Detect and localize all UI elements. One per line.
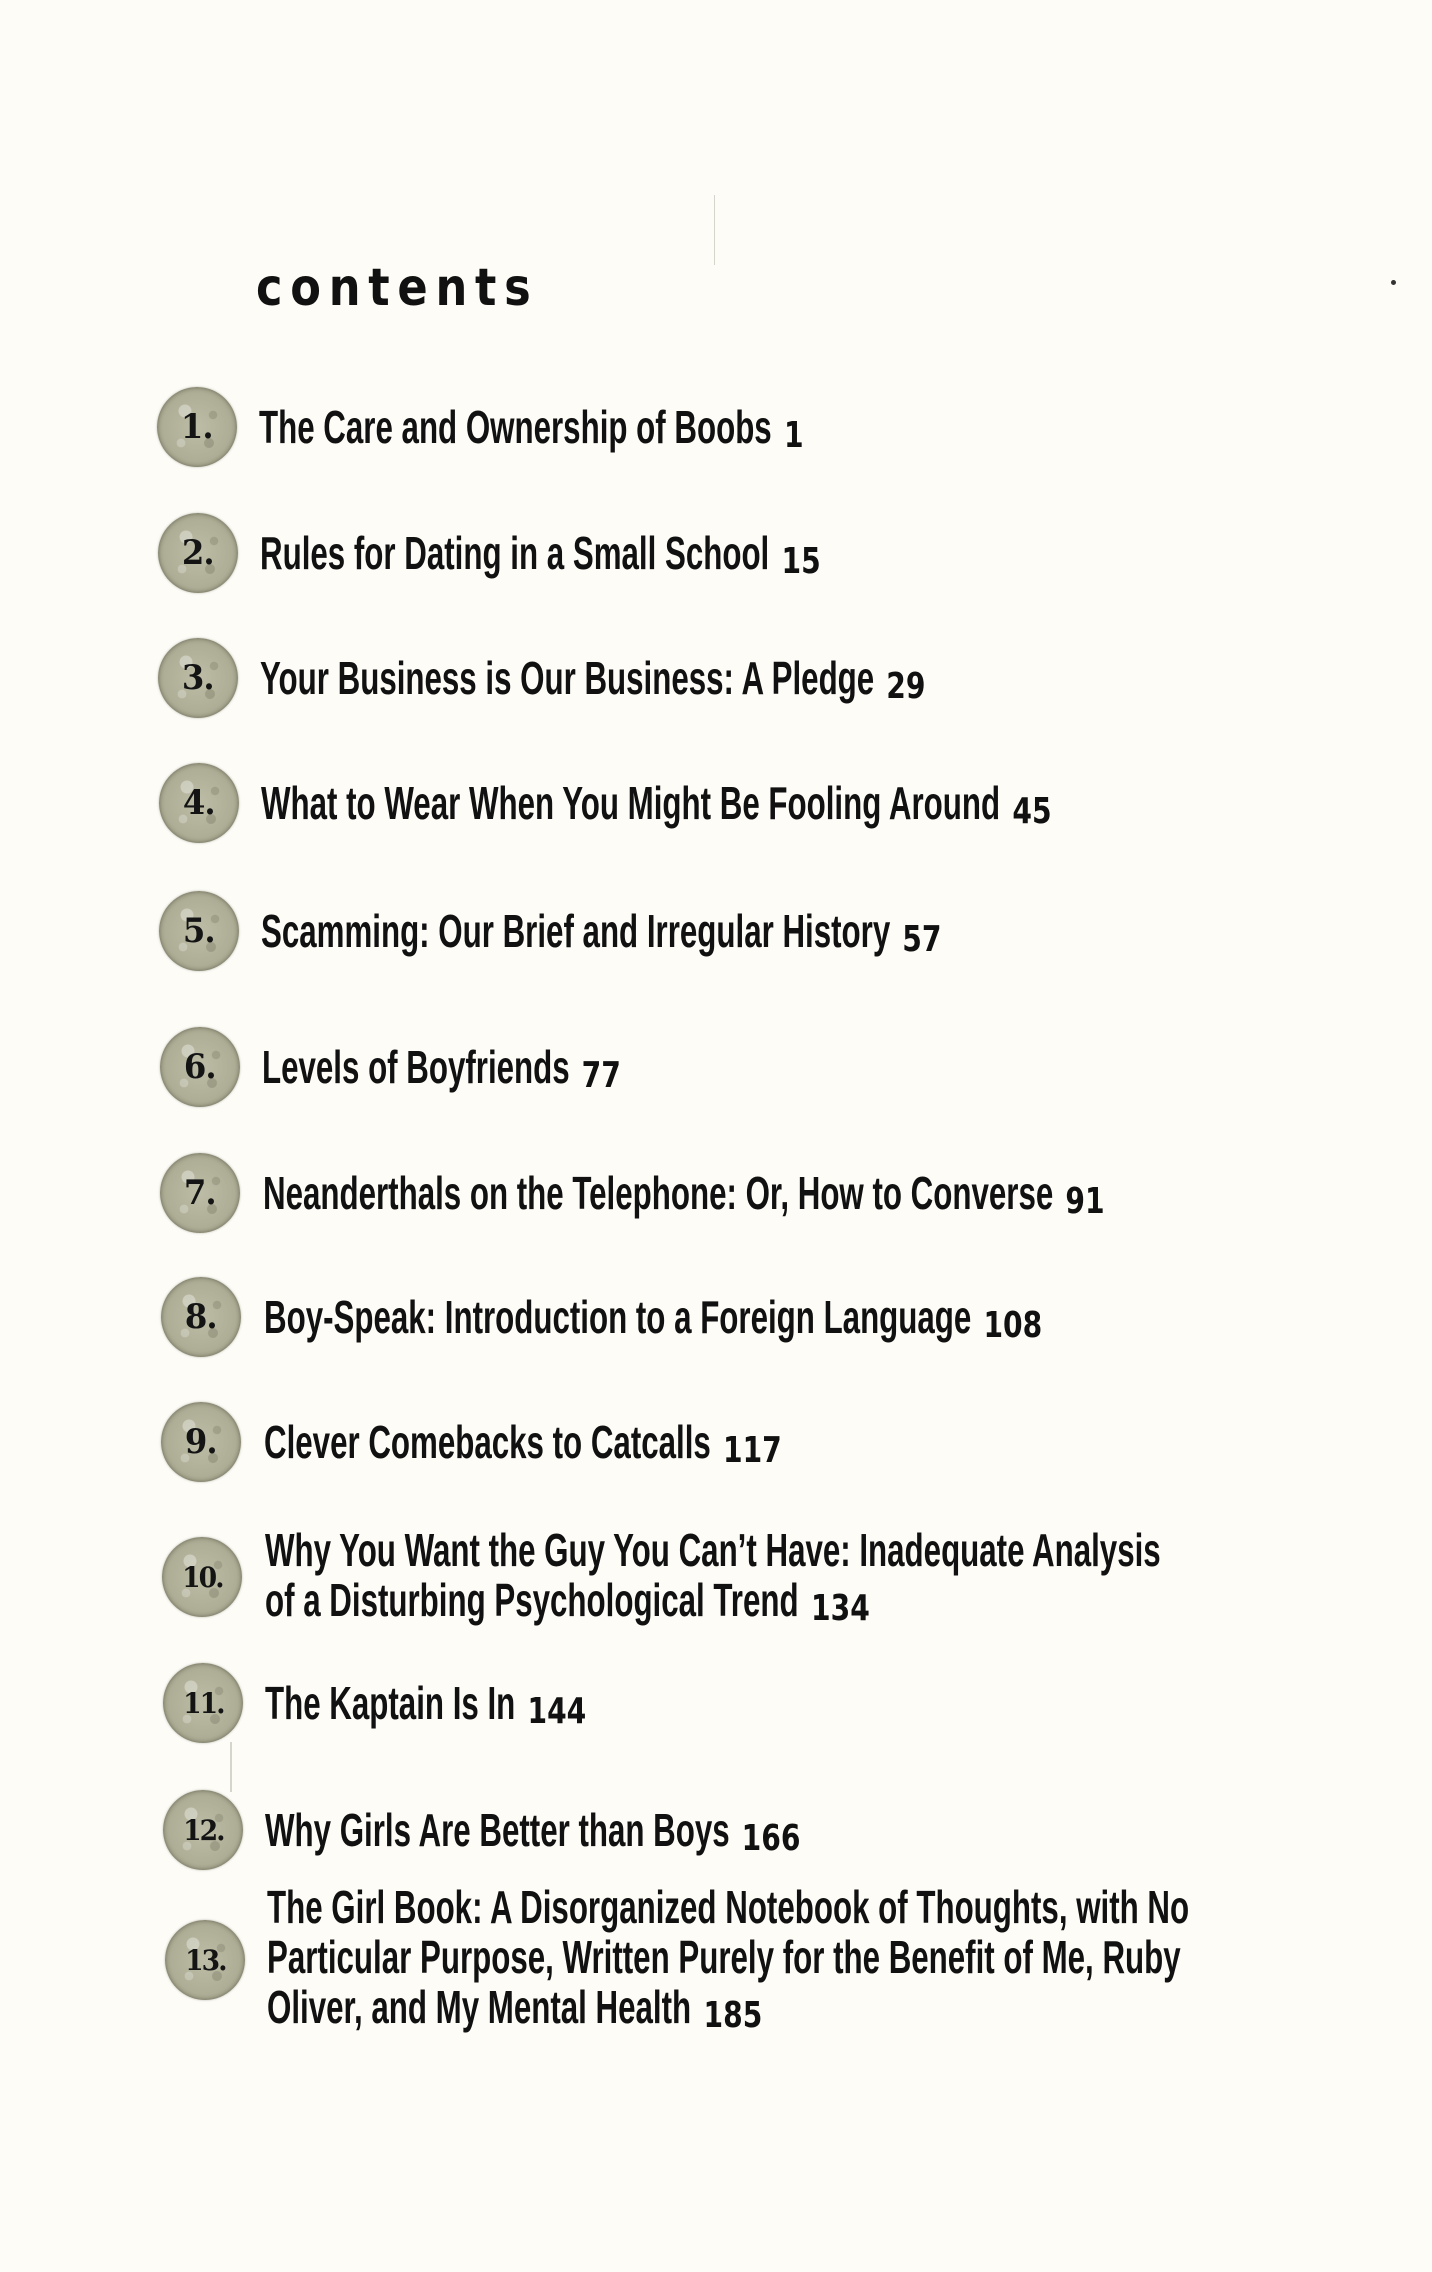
chapter-title[interactable] bbox=[265, 1804, 801, 1859]
chapter-number-badge bbox=[159, 891, 239, 971]
chapter-number: 5. bbox=[183, 911, 215, 951]
chapter-number-badge bbox=[163, 1663, 243, 1743]
chapter-title-text: Boy-Speak: Introduction to a Foreign Language bbox=[264, 1291, 972, 1343]
chapter-title-text: Why You Want the Guy You Can’t Have: Inadequate Analysis bbox=[265, 1524, 1161, 1576]
chapter-title-line bbox=[261, 905, 942, 960]
chapter-title-text: The Care and Ownership of Boobs bbox=[259, 401, 772, 453]
chapter-number: 1. bbox=[181, 407, 213, 447]
page-number: 134 bbox=[810, 1588, 870, 1629]
chapter-title-line bbox=[267, 1932, 1189, 1982]
chapter-title[interactable] bbox=[264, 1416, 782, 1471]
chapter-number: 10. bbox=[181, 1560, 223, 1594]
chapter-title-line bbox=[263, 1167, 1105, 1222]
chapter-number: 6. bbox=[184, 1047, 216, 1087]
chapter-number-badge bbox=[162, 1537, 242, 1617]
page-title: contents bbox=[256, 258, 539, 318]
chapter-title[interactable] bbox=[260, 527, 821, 582]
chapter-number: 9. bbox=[185, 1422, 217, 1462]
chapter-title-text: Neanderthals on the Telephone: Or, How to Converse bbox=[263, 1167, 1054, 1219]
chapter-number-badge bbox=[163, 1790, 243, 1870]
chapter-title-line bbox=[265, 1804, 801, 1859]
chapter-title-line bbox=[260, 652, 926, 707]
chapter-title-text: Levels of Boyfriends bbox=[262, 1041, 570, 1093]
chapter-number-badge bbox=[161, 1402, 241, 1482]
chapter-title-line bbox=[261, 777, 1052, 832]
scan-artifact-line bbox=[714, 195, 715, 265]
chapter-title-text: Scamming: Our Brief and Irregular History bbox=[261, 905, 891, 957]
chapter-title-line bbox=[262, 1041, 622, 1096]
chapter-title-line bbox=[267, 1981, 1189, 2036]
chapter-number: 11. bbox=[182, 1686, 224, 1720]
chapter-title-text: The Kaptain Is In bbox=[265, 1677, 516, 1729]
chapter-title[interactable] bbox=[267, 1881, 1190, 2036]
chapter-title-text: Particular Purpose, Written Purely for the Benefit of Me, Ruby bbox=[267, 1931, 1181, 1983]
chapter-title-line bbox=[264, 1416, 782, 1471]
chapter-number: 7. bbox=[184, 1173, 216, 1213]
chapter-number: 12. bbox=[182, 1813, 224, 1847]
chapter-number: 8. bbox=[185, 1297, 217, 1337]
page-number: 144 bbox=[527, 1691, 587, 1732]
chapter-title[interactable] bbox=[265, 1524, 1161, 1629]
chapter-title-line bbox=[260, 527, 821, 582]
chapter-title-line bbox=[259, 401, 804, 456]
scan-speck bbox=[1391, 280, 1396, 285]
page-number: 108 bbox=[983, 1305, 1043, 1346]
chapter-title-text: of a Disturbing Psychological Trend bbox=[265, 1574, 799, 1626]
chapter-title[interactable] bbox=[259, 401, 804, 456]
page-number: 45 bbox=[1012, 791, 1052, 832]
chapter-title-text: Why Girls Are Better than Boys bbox=[265, 1804, 730, 1856]
chapter-number-badge bbox=[159, 763, 239, 843]
chapter-title[interactable] bbox=[264, 1291, 1043, 1346]
page-number: 1 bbox=[783, 415, 804, 456]
chapter-number-badge bbox=[158, 513, 238, 593]
chapter-number-badge bbox=[158, 638, 238, 718]
chapter-title[interactable] bbox=[261, 905, 942, 960]
chapter-title[interactable] bbox=[263, 1167, 1105, 1222]
chapter-number-badge bbox=[165, 1920, 245, 2000]
chapter-number: 13. bbox=[184, 1943, 226, 1977]
chapter-title-line bbox=[265, 1574, 1161, 1629]
chapter-number-badge bbox=[161, 1277, 241, 1357]
chapter-title-text: Rules for Dating in a Small School bbox=[260, 527, 770, 579]
chapter-title-text: The Girl Book: A Disorganized Notebook of Thoughts, with No bbox=[267, 1881, 1190, 1933]
chapter-title-text: Oliver, and My Mental Health bbox=[267, 1981, 692, 2033]
chapter-title[interactable] bbox=[261, 777, 1052, 832]
chapter-title-text: What to Wear When You Might Be Fooling Around bbox=[261, 777, 1001, 829]
chapter-number: 3. bbox=[182, 658, 214, 698]
chapter-number-badge bbox=[157, 387, 237, 467]
page-number: 185 bbox=[703, 1995, 763, 2036]
chapter-title-line bbox=[265, 1525, 1161, 1575]
page-number: 117 bbox=[723, 1430, 782, 1471]
chapter-title[interactable] bbox=[265, 1677, 587, 1732]
chapter-title-text: Your Business is Our Business: A Pledge bbox=[260, 652, 875, 704]
chapter-title-text: Clever Comebacks to Catcalls bbox=[264, 1416, 711, 1468]
chapter-number-badge bbox=[160, 1153, 240, 1233]
scan-artifact-line bbox=[230, 1742, 232, 1792]
chapter-title-line bbox=[264, 1291, 1043, 1346]
chapter-number-badge bbox=[160, 1027, 240, 1107]
page-number: 29 bbox=[886, 666, 926, 707]
page-number: 15 bbox=[781, 541, 821, 582]
chapter-title-line bbox=[265, 1677, 587, 1732]
chapter-title[interactable] bbox=[262, 1041, 622, 1096]
page-number: 166 bbox=[741, 1818, 801, 1859]
chapter-title-line bbox=[267, 1882, 1189, 1932]
page-number: 77 bbox=[581, 1055, 622, 1096]
page-number: 57 bbox=[902, 919, 942, 960]
chapter-number: 2. bbox=[182, 533, 214, 573]
page-number: 91 bbox=[1065, 1181, 1105, 1222]
chapter-title[interactable] bbox=[260, 652, 926, 707]
chapter-number: 4. bbox=[183, 783, 215, 823]
